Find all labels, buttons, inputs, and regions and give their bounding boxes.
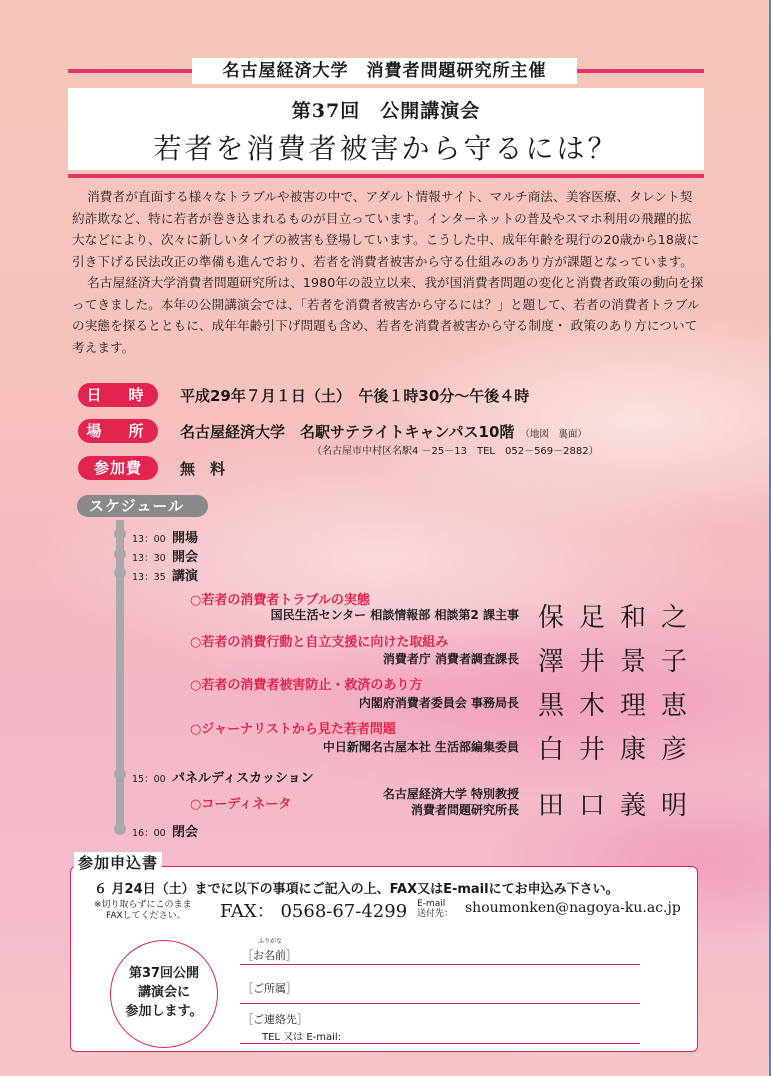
schedule-time: 15：00 xyxy=(132,774,166,785)
fee-value: 無 料 xyxy=(180,459,226,478)
talk-title: ○ジャーナリストから見た若者問題 xyxy=(190,722,396,737)
schedule-item xyxy=(132,527,198,546)
speaker-affiliation: 国民生活センター 相談情報部 相談第2 課主事 xyxy=(270,608,519,622)
fax-note-line1: ※切り取らずにこのまま xyxy=(94,900,192,910)
intro-paragraph-2: 名古屋経済大学消費者問題研究所は、1980年の設立以来、我が国消費者問題の変化と消費者政策の動向を探ってきました。本年の公開講演会では、「若者を消費者被害から守るには？」と題して、若者の消費者トラブルの実態を探るとともに、成年年齢引下げ問題も含め、若者を消費者被害から守る制度・ 政策のあり方について考えます。 xyxy=(72,275,704,355)
timeline-dot xyxy=(114,548,126,560)
speaker-affiliation: 中日新聞名古屋本社 生活部編集委員 xyxy=(322,740,519,754)
application-deadline: ６ 月24日（土）までに以下の事項にご記入の上、FAX又はE-mailにてお申込み下さい。 xyxy=(94,882,619,897)
title-box xyxy=(68,88,704,170)
coordinator-affiliation xyxy=(383,786,519,818)
name-field-label: ［お名前］ xyxy=(242,949,297,962)
email-label-line2: 送付先： xyxy=(417,909,454,919)
speaker-name: 黒木理恵 xyxy=(538,691,703,721)
timeline-dot xyxy=(114,823,126,835)
venue-value: 名古屋経済大学 名駅サテライトキャンパス10階 xyxy=(180,422,515,441)
contact-field-label: ［ご連絡先］ xyxy=(242,1013,308,1026)
circle-line1: 第37回公開 xyxy=(128,966,200,981)
schedule-event: 開会 xyxy=(172,550,199,565)
schedule-event: 開場 xyxy=(172,531,199,546)
participation-circle xyxy=(110,940,218,1048)
furigana-label: ふりがな xyxy=(258,938,283,945)
schedule-label: スケジュール xyxy=(77,495,208,517)
coordinator-name: 田口義明 xyxy=(538,791,703,821)
fee-label: 参加費 xyxy=(78,456,158,480)
speaker-affiliation: 内閣府消費者委員会 事務局長 xyxy=(358,696,519,710)
venue-row xyxy=(78,418,587,444)
schedule-item xyxy=(132,821,198,840)
talk-title: ○若者の消費者被害防止・救済のあり方 xyxy=(190,678,423,693)
date-value: 平成29年７月１日（土） 午後１時30分～午後４時 xyxy=(180,386,530,405)
event-subtitle: 第37回 公開講演会 xyxy=(291,100,481,122)
header-rule-bottom xyxy=(68,174,704,178)
intro-text xyxy=(72,186,704,358)
speaker-name: 澤井景子 xyxy=(538,647,703,677)
contact-field[interactable] xyxy=(240,1043,640,1044)
venue-label: 場 所 xyxy=(78,419,158,443)
coordinator-title: ○コーディネータ xyxy=(190,797,292,812)
email-label xyxy=(417,899,453,919)
schedule-time: 13：35 xyxy=(132,572,166,583)
host-label: 名古屋経済大学 消費者問題研究所主催 xyxy=(192,58,577,84)
venue-value-wrap xyxy=(180,421,587,442)
schedule-item xyxy=(132,546,198,565)
schedule-event: パネルディスカッション xyxy=(172,771,314,786)
talk-title: ○若者の消費行動と自立支援に向けた取組み xyxy=(190,635,449,650)
schedule-item xyxy=(132,767,314,786)
circle-line2: 講演会に xyxy=(137,985,190,1000)
schedule-time: 16：00 xyxy=(132,828,166,839)
speaker-name: 白井康彦 xyxy=(538,735,703,765)
circle-line3: 参加します。 xyxy=(125,1004,203,1019)
application-title: 参加申込書 xyxy=(74,852,162,873)
schedule-time: 13：30 xyxy=(132,553,166,564)
tel-email-label: TEL 又は E-mail: xyxy=(262,1032,342,1043)
affiliation-field[interactable] xyxy=(240,1003,640,1004)
date-row xyxy=(78,382,529,408)
date-label: 日 時 xyxy=(78,383,158,407)
schedule-event: 閉会 xyxy=(172,825,199,840)
timeline-dot xyxy=(114,768,126,780)
schedule-item xyxy=(132,565,198,584)
venue-address: （名古屋市中村区名駅4 －25－13 TEL 052－569－2882） xyxy=(312,446,599,457)
timeline-dot xyxy=(114,528,126,540)
coordinator-affiliation-line2: 消費者問題研究所長 xyxy=(410,803,519,817)
talk-title: ○若者の消費者トラブルの実態 xyxy=(190,593,370,608)
fax-note xyxy=(94,900,192,922)
speaker-affiliation: 消費者庁 消費者調査課長 xyxy=(382,652,519,666)
coordinator-affiliation-line1: 名古屋経済大学 特別教授 xyxy=(382,787,519,801)
fax-note-line2: FAXしてください。 xyxy=(106,911,186,921)
fee-row xyxy=(78,455,225,481)
speaker-name: 保足和之 xyxy=(538,603,703,633)
venue-note: （地図 裏面） xyxy=(520,428,587,440)
affiliation-field-label: ［ご所属］ xyxy=(242,982,297,995)
intro-paragraph-1: 消費者が直面する様々なトラブルや被害の中で、アダルト情報サイト、マルチ商法、美容医療、タレント契約詐欺など、特に若者が巻き込まれるものが目立っています。インターネットの普及やスマホ利用の飛躍的拡大などにより、次々に新しいタイプの被害も登場しています。こうした中、成年年齢を現行の20歳から18歳に引き下げる民法改正の準備も進んでおり、若者を消費者被害から守る仕組みのあり方が課題となっています。 xyxy=(72,189,700,269)
name-field[interactable] xyxy=(240,964,640,965)
schedule-time: 13：00 xyxy=(132,534,166,545)
fax-number: FAX： 0568-67-4299 xyxy=(220,901,408,922)
schedule-event: 講演 xyxy=(172,569,199,584)
timeline-dot xyxy=(114,567,126,579)
email-label-line1: E-mail xyxy=(417,899,446,909)
event-title: 若者を消費者被害から守るには？ xyxy=(153,132,619,165)
email-address[interactable]: shoumonken@nagoya-ku.ac.jp xyxy=(465,900,681,916)
